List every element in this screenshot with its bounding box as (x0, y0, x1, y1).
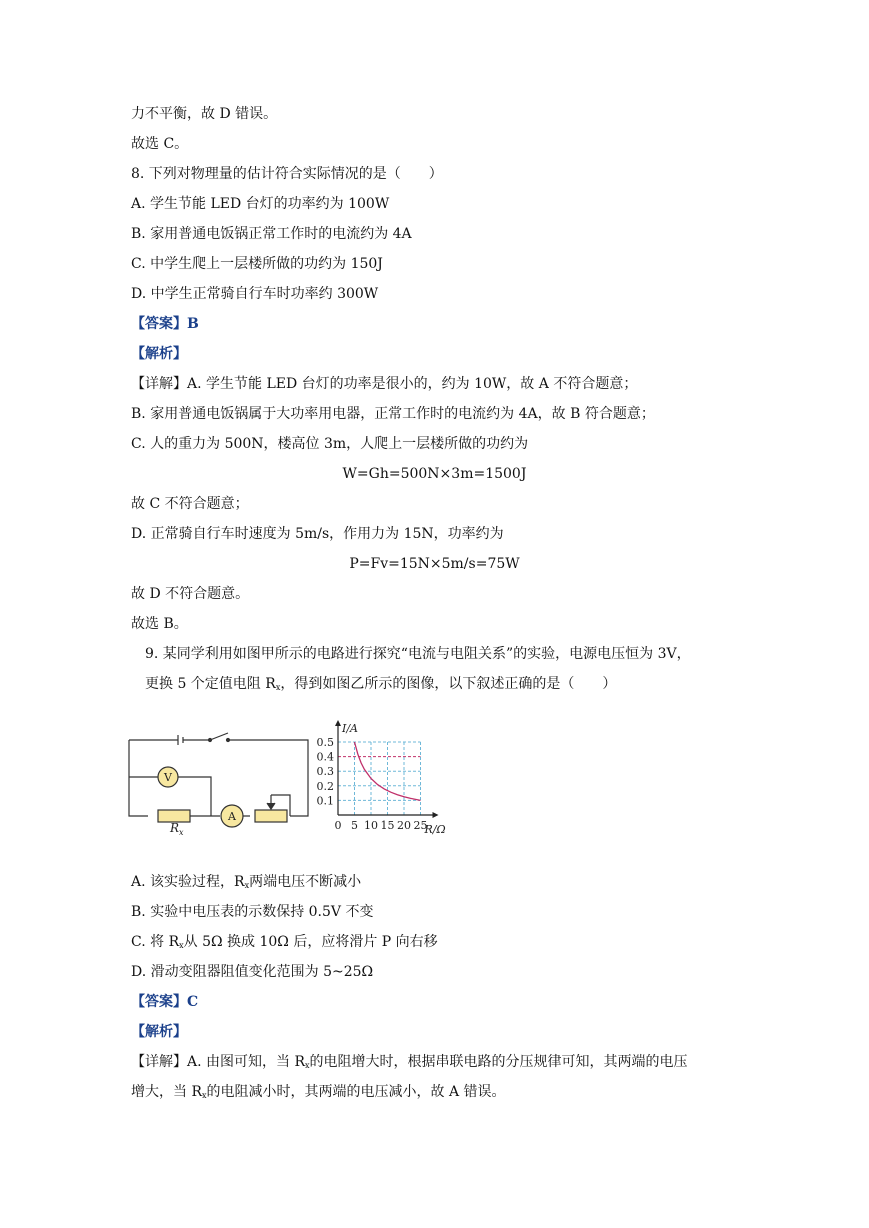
x-tick-label: 5 (351, 819, 358, 832)
formula-work: W=Gh=500N×3m=1500J (342, 466, 527, 482)
detail-line: 【详解】A. 由图可知，当 $R_x$的电阻增大时，根据串联电路的分压规律可知，其两端的电压 (131, 1054, 688, 1070)
y-tick-label: 0.4 (316, 750, 334, 764)
detail-line: 增大，当 $R_x$的电阻减小时，其两端的电压减小，故 A 错误。 (131, 1084, 506, 1100)
detail-line: C. 人的重力为 500N，楼高位 3m，人爬上一层楼所做的功约为 (131, 436, 529, 452)
y-tick-label: 0.5 (316, 736, 334, 749)
text-line: 力不平衡，故 D 错误。 (131, 106, 278, 122)
x-tick-label: 15 (380, 819, 395, 832)
ammeter-label: A (228, 810, 236, 823)
y-axis-label: I/A (342, 722, 358, 735)
x-tick-label: 25 (413, 819, 428, 832)
option-d-q9: D. 滑动变阻器阻值变化范围为 5~25Ω (131, 964, 374, 980)
circuit-diagram (129, 733, 308, 827)
y-tick-label: 0.1 (316, 794, 334, 808)
option-b: B. 家用普通电饭锅正常工作时的电流约为 4A (131, 226, 412, 242)
option-a: A. 学生节能 LED 台灯的功率约为 100W (131, 196, 390, 212)
option-c: C. 中学生爬上一层楼所做的功约为 150J (131, 256, 383, 272)
x-axis-label: R/Ω (424, 823, 446, 836)
answer-label: 【答案】B (131, 316, 199, 332)
slider-arrow (267, 803, 275, 809)
detail-line: 【详解】A. 学生节能 LED 台灯的功率是很小的，约为 10W，故 A 不符合题意； (131, 376, 638, 392)
option-d: D. 中学生正常骑自行车时功率约 300W (131, 286, 379, 302)
rheostat-icon (255, 810, 287, 822)
detail-line: D. 正常骑自行车时速度为 5m/s，作用力为 15N，功率约为 (131, 526, 504, 542)
detail-line: B. 家用普通电饭锅属于大功率用电器，正常工作时的电流约为 4A，故 B 符合题意； (131, 406, 655, 422)
option-b-q9: B. 实验中电压表的示数保持 0.5V 不变 (131, 904, 374, 920)
question-9: 9. 某同学利用如图甲所示的电路进行探究“电流与电阻关系”的实验，电源电压恒为 3V， (145, 646, 691, 662)
switch-contact (227, 739, 230, 742)
x-axis-arrow (433, 812, 439, 818)
y-tick-label: 0.3 (316, 765, 334, 779)
question-9-cont: 更换 5 个定值电阻 $R_x$，得到如图乙所示的图像，以下叙述正确的是（ ） (145, 676, 617, 692)
figure (138, 695, 468, 837)
resistor-label: $R_x$ (170, 821, 184, 837)
x-tick-label: 10 (364, 819, 378, 832)
detail-line: 故选 B。 (131, 616, 188, 632)
y-axis-arrow (335, 720, 341, 726)
voltmeter-label: V (164, 771, 172, 784)
switch-contact (209, 739, 212, 742)
detail-line: 故 C 不符合题意； (131, 496, 249, 512)
option-c-q9: C. 将 $R_x$从 5Ω 换成 10Ω 后，应将滑片 P 向右移 (131, 934, 438, 950)
analysis-label: 【解析】 (131, 1024, 187, 1040)
option-a-q9: A. 该实验过程，$R_x$两端电压不断减小 (131, 874, 362, 890)
circuit-wire (129, 740, 308, 816)
x-tick-label: 20 (397, 819, 411, 832)
detail-line: 故 D 不符合题意。 (131, 586, 250, 602)
formula-power: P=Fv=15N×5m/s=75W (349, 556, 520, 572)
text-line: 故选 C。 (131, 136, 189, 152)
y-tick-label: 0.2 (316, 779, 334, 793)
x-tick-label: 0 (334, 819, 342, 832)
analysis-label: 【解析】 (131, 346, 187, 362)
answer-label: 【答案】C (131, 994, 199, 1010)
question-8: 8. 下列对物理量的估计符合实际情况的是（ ） (131, 166, 443, 182)
chart-area (317, 720, 446, 836)
battery-icon (178, 735, 183, 745)
